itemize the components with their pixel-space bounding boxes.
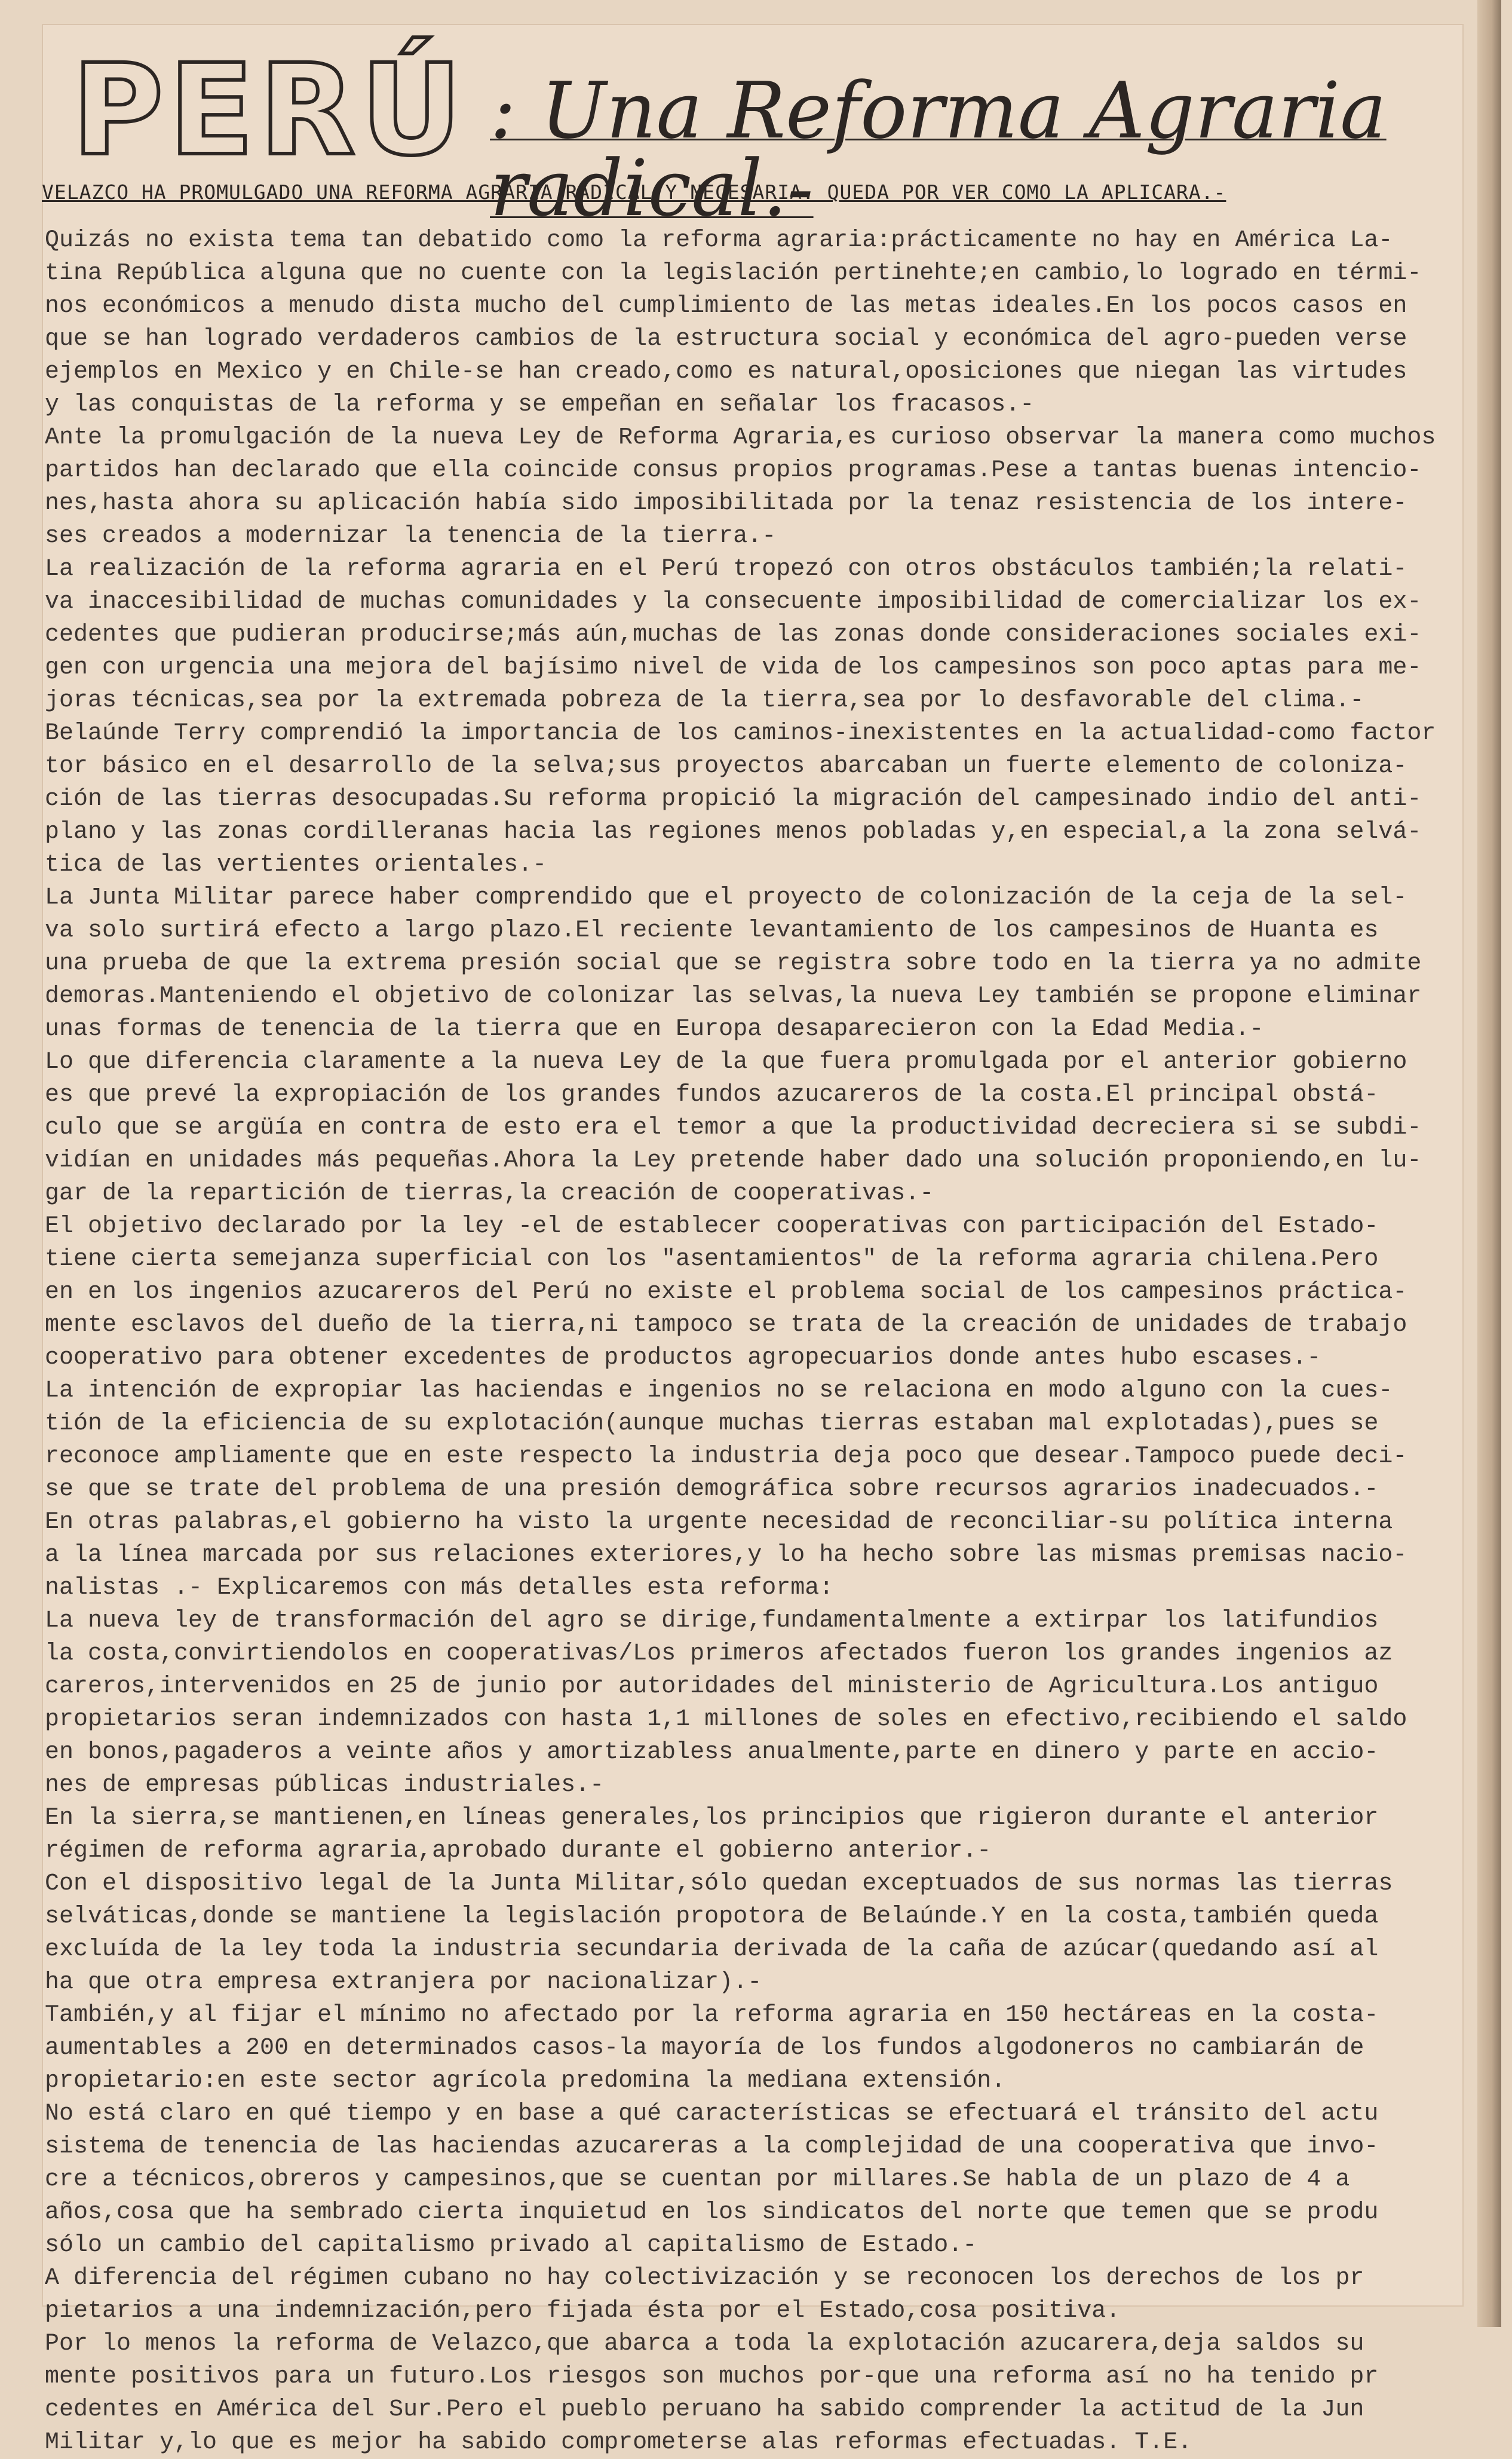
text-line: nalistas .- Explicaremos con más detalles esta reforma:: [45, 1575, 834, 1601]
text-line: En la sierra,se mantienen,en líneas generales,los principios que rigieron durante el anterior: [45, 1805, 1379, 1832]
text-line: Quizás no exista tema tan debatido como la reforma agraria:prácticamente no hay en América La-: [45, 227, 1393, 254]
text-line: cre a técnicos,obreros y campesinos,que se cuentan por millares.Se habla de un plazo de 4 a: [45, 2166, 1350, 2193]
text-line: aumentables a 200 en determinados casos-la mayoría de los fundos algodoneros no cambiarán de: [45, 2035, 1364, 2062]
text-line: Por lo menos la reforma de Velazco,que abarca a toda la explotación azucarera,deja saldos su: [45, 2331, 1364, 2357]
text-line: También,y al fijar el mínimo no afectado por la reforma agraria en 150 hectáreas en la costa-: [45, 2002, 1379, 2029]
text-line: mente esclavos del dueño de la tierra,ni tampoco se trata de la creación de unidades de trabajo: [45, 1312, 1407, 1339]
text-line: propietarios seran indemnizados con hasta 1,1 millones de soles en efectivo,recibiendo el saldo: [45, 1706, 1407, 1733]
text-line: vidían en unidades más pequeñas.Ahora la Ley pretende haber dado una solución proponiendo,en lu-: [45, 1147, 1422, 1174]
text-line: ción de las tierras desocupadas.Su reforma propició la migración del campesinado indio del anti-: [45, 786, 1422, 813]
text-line: propietario:en este sector agrícola predomina la mediana extensión.: [45, 2068, 1006, 2094]
page-edge: [1477, 0, 1501, 2327]
document-title: PERÚ: [72, 37, 467, 183]
text-line: sólo un cambio del capitalismo privado al capitalismo de Estado.-: [45, 2232, 977, 2259]
text-line: selváticas,donde se mantiene la legislación propotora de Belaúnde.Y en la costa,también queda: [45, 1903, 1379, 1930]
text-line: gar de la repartición de tierras,la creación de cooperativas.-: [45, 1180, 934, 1207]
text-line: plano y las zonas cordilleranas hacia las regiones menos pobladas y,en especial,a la zona selvá-: [45, 819, 1422, 846]
text-line: ses creados a modernizar la tenencia de la tierra.-: [45, 523, 777, 550]
text-line: cooperativo para obtener excedentes de productos agropecuarios donde antes hubo escases.-: [45, 1345, 1321, 1371]
text-line: La intención de expropiar las haciendas e ingenios no se relaciona en modo alguno con la cues-: [45, 1377, 1393, 1404]
text-line: régimen de reforma agraria,aprobado durante el gobierno anterior.-: [45, 1838, 992, 1864]
text-line: A diferencia del régimen cubano no hay colectivización y se reconocen los derechos de los pr: [45, 2265, 1364, 2292]
text-line: Ante la promulgación de la nueva Ley de Reforma Agraria,es curioso observar la manera como muchos: [45, 424, 1436, 451]
text-line: años,cosa que ha sembrado cierta inquietud en los sindicatos del norte que temen que se produ: [45, 2199, 1379, 2226]
text-line: Lo que diferencia claramente a la nueva Ley de la que fuera promulgada por el anterior gobierno: [45, 1049, 1407, 1076]
text-line: tina República alguna que no cuente con la legislación pertinehte;en cambio,lo logrado en térmi-: [45, 260, 1422, 287]
text-line: partidos han declarado que ella coincide consus propios programas.Pese a tantas buenas intencio-: [45, 457, 1422, 484]
text-line: una prueba de que la extrema presión social que se registra sobre todo en la tierra ya no admite: [45, 950, 1422, 977]
text-line: reconoce ampliamente que en este respecto la industria deja poco que desear.Tampoco puede deci-: [45, 1443, 1407, 1470]
text-line: La realización de la reforma agraria en el Perú tropezó con otros obstáculos también;la relati-: [45, 556, 1407, 583]
text-line: en en los ingenios azucareros del Perú no existe el problema social de los campesinos práctica-: [45, 1279, 1407, 1306]
text-line: cedentes que pudieran producirse;más aún,muchas de las zonas donde consideraciones sociales exi-: [45, 621, 1422, 648]
text-line: joras técnicas,sea por la extremada pobreza de la tierra,sea por lo desfavorable del clima.-: [45, 687, 1364, 714]
text-line: nes de empresas públicas industriales.-: [45, 1772, 605, 1799]
text-line: tica de las vertientes orientales.-: [45, 852, 547, 878]
text-line: En otras palabras,el gobierno ha visto la urgente necesidad de reconciliar-su política interna: [45, 1509, 1393, 1536]
text-line: La nueva ley de transformación del agro se dirige,fundamentalmente a extirpar los latifundios: [45, 1607, 1379, 1634]
text-line: tión de la eficiencia de su explotación(aunque muchas tierras estaban mal explotadas),pues se: [45, 1410, 1379, 1437]
text-line: mente positivos para un futuro.Los riesgos son muchos por-que una reforma así no ha tenido pr: [45, 2363, 1379, 2390]
text-line: demoras.Manteniendo el objetivo de colonizar las selvas,la nueva Ley también se propone eliminar: [45, 983, 1422, 1010]
text-line: La Junta Militar parece haber comprendido que el proyecto de colonización de la ceja de la sel-: [45, 884, 1407, 911]
text-line: ejemplos en Mexico y en Chile-se han creado,como es natural,oposiciones que niegan las virtudes: [45, 359, 1407, 385]
text-line: ha que otra empresa extranjera por nacionalizar).-: [45, 1969, 762, 1996]
text-line: culo que se argüía en contra de esto era el temor a que la productividad decreciera si se subdi-: [45, 1114, 1422, 1141]
text-line: El objetivo declarado por la ley -el de establecer cooperativas con participación del Estado-: [45, 1213, 1379, 1240]
text-line: va solo surtirá efecto a largo plazo.El reciente levantamiento de los campesinos de Huanta es: [45, 917, 1379, 944]
text-line: que se han logrado verdaderos cambios de la estructura social y económica del agro-pueden verse: [45, 326, 1407, 353]
headline: VELAZCO HA PROMULGADO UNA REFORMA AGRARIA RADICAL Y NECESARIA. QUEDA POR VER COMO LA APLICARA.-: [42, 180, 1226, 204]
text-line: sistema de tenencia de las haciendas azucareras a la complejidad de una cooperativa que invo-: [45, 2133, 1379, 2160]
text-line: pietarios a una indemnización,pero fijada ésta por el Estado,cosa positiva.: [45, 2298, 1121, 2325]
text-line: va inaccesibilidad de muchas comunidades y la consecuente imposibilidad de comercializar los ex-: [45, 589, 1422, 615]
text-line: tor básico en el desarrollo de la selva;sus proyectos abarcaban un fuerte elemento de coloniza-: [45, 753, 1407, 780]
text-line: Con el dispositivo legal de la Junta Militar,sólo quedan exceptuados de sus normas las tierras: [45, 1870, 1393, 1897]
text-line: No está claro en qué tiempo y en base a qué características se efectuará el tránsito del actu: [45, 2100, 1379, 2127]
text-line: excluída de la ley toda la industria secundaria derivada de la caña de azúcar(quedando así al: [45, 1936, 1379, 1963]
text-line: careros,intervenidos en 25 de junio por autoridades del ministerio de Agricultura.Los antiguo: [45, 1673, 1379, 1700]
text-line: cedentes en América del Sur.Pero el pueblo peruano ha sabido comprender la actitud de la Jun: [45, 2396, 1364, 2423]
article-body: [45, 224, 1467, 2459]
text-line: tiene cierta semejanza superficial con los "asentamientos" de la reforma agraria chilena.Pero: [45, 1246, 1379, 1273]
text-line: a la línea marcada por sus relaciones exteriores,y lo ha hecho sobre las mismas premisas nacio-: [45, 1542, 1407, 1569]
text-line: unas formas de tenencia de la tierra que en Europa desaparecieron con la Edad Media.-: [45, 1016, 1264, 1043]
document-subtitle: : Una Reforma Agraria radical.-: [490, 65, 1387, 234]
text-line: la costa,convirtiendolos en cooperativas/Los primeros afectados fueron los grandes ingenios az: [45, 1640, 1393, 1667]
text-line: es que prevé la expropiación de los grandes fundos azucareros de la costa.El principal obstá-: [45, 1082, 1379, 1108]
text-line: Militar y,lo que es mejor ha sabido comprometerse alas reformas efectuadas. T.E.: [45, 2429, 1192, 2456]
text-line: gen con urgencia una mejora del bajísimo nivel de vida de los campesinos son poco aptas para me-: [45, 654, 1422, 681]
text-line: en bonos,pagaderos a veinte años y amortizabless anualmente,parte en dinero y parte en accio-: [45, 1739, 1379, 1766]
text-line: nes,hasta ahora su aplicación había sido imposibilitada por la tenaz resistencia de los intere-: [45, 490, 1407, 517]
text-line: Belaúnde Terry comprendió la importancia de los caminos-inexistentes en la actualidad-como factor: [45, 720, 1436, 747]
text-line: se que se trate del problema de una presión demográfica sobre recursos agrarios inadecuados.-: [45, 1476, 1379, 1503]
text-line: y las conquistas de la reforma y se empeñan en señalar los fracasos.-: [45, 391, 1035, 418]
text-line: nos económicos a menudo dista mucho del cumplimiento de las metas ideales.En los pocos casos en: [45, 293, 1407, 320]
